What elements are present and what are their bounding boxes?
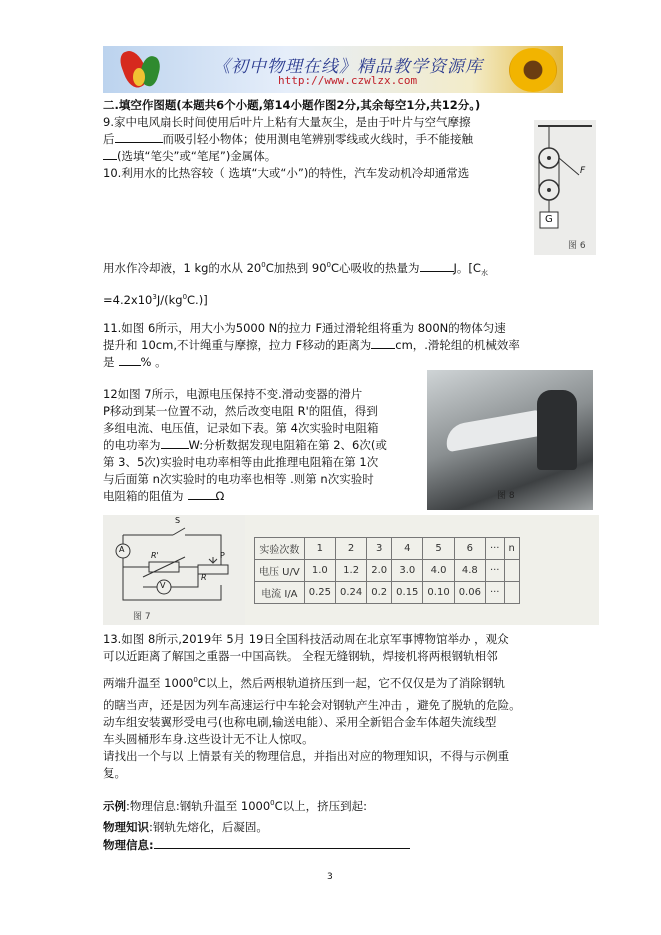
table-cell: n xyxy=(504,538,519,560)
knowledge-text: :钢轨先熔化，后凝固。 xyxy=(149,820,268,834)
q13-line1: 13.如图 8所示,2019年 5月 19日全国科技活动周在北京军事博物馆举办 ，观众 xyxy=(103,632,509,646)
banner-title: 《初中物理在线》精品教学资源库 xyxy=(213,57,483,77)
q13-answer-line[interactable] xyxy=(154,848,410,849)
q13-knowledge xyxy=(103,820,268,835)
degree-sup: 0 xyxy=(182,293,188,301)
q10-text: 用水作冷却液，1 kg的水从 20 xyxy=(103,260,262,275)
q12-blank-resistance[interactable] xyxy=(188,499,216,500)
logo-dot-icon xyxy=(133,68,145,86)
degree-sup: 0 xyxy=(326,261,331,269)
table-row-current xyxy=(255,582,520,604)
q11-text: 提升和 10cm,不计绳重与摩擦，拉力 F移动的距离为 xyxy=(103,338,372,352)
data-table-panel xyxy=(245,515,599,625)
table-cell xyxy=(504,582,519,604)
example-text: :物理信息:钢轨升温至 1000 xyxy=(126,798,271,813)
q12-line5: 第 3、5次)实验时电功率相等由此推理电阻箱在第 1次 xyxy=(103,455,379,469)
fig6-G-label: G xyxy=(545,214,553,225)
experiment-table xyxy=(254,537,520,604)
q12-line2: P移动到某一位置不动，然后改变电阻 R'的阻值，得到 xyxy=(103,404,378,418)
q11-blank-distance[interactable] xyxy=(371,348,395,349)
q12-text: 电阻箱的阻值为 xyxy=(103,489,184,503)
q9-blank-1[interactable] xyxy=(115,142,163,143)
train-model-icon xyxy=(443,410,542,452)
table-cell: 0.2 xyxy=(367,582,392,604)
table-cell: 2.0 xyxy=(367,560,392,582)
example-text: C以上，挤压到起: xyxy=(274,798,368,813)
exponent-sup: 3 xyxy=(152,293,157,301)
q12-line1: 12如图 7所示，电源电压保持不变.滑动变器的滑片 xyxy=(103,387,363,401)
q13-line2: 可以近距离了解国之重器一中国高铁。 全程无缝钢轨，焊接机将两根钢轨相邻 xyxy=(103,649,498,663)
table-cell: 0.06 xyxy=(454,582,485,604)
table-cell: 5 xyxy=(423,538,454,560)
banner-url: http://www.czwlzx.com xyxy=(278,74,418,87)
q9-line1: 9.家中电风扇长时间使用后叶片上粘有大量灰尘，是由于叶片与空气摩擦 xyxy=(103,115,471,129)
q10-text: C.)] xyxy=(187,292,208,307)
q9-line2 xyxy=(103,132,473,147)
q10-line1: 10.利用水的比热容较（ 选填“大或“小”)的特性，汽车发动机冷却通常选 xyxy=(103,166,470,180)
table-cell: ··· xyxy=(485,582,504,604)
example-label: 示例 xyxy=(103,798,126,813)
table-cell: 1.0 xyxy=(304,560,335,582)
table-cell: 3 xyxy=(367,538,392,560)
sunflower-icon xyxy=(509,48,557,92)
slider-P-label: P xyxy=(220,551,225,560)
table-cell: 1 xyxy=(304,538,335,560)
q11-text: % 。 xyxy=(140,355,167,369)
table-cell: 0.15 xyxy=(392,582,423,604)
table-cell: 1.2 xyxy=(335,560,366,582)
q13-line8: 复。 xyxy=(103,766,126,780)
table-cell: 0.24 xyxy=(335,582,366,604)
q12-text: W:分析数据发现电阻箱在第 2、6次(或 xyxy=(188,438,387,452)
resistor-box-label: R' xyxy=(151,551,159,560)
q11-blank-efficiency[interactable] xyxy=(119,365,141,366)
q13-line4: 的瞎当声，还是因为列车高速运行中车轮会对钢轨产生冲击 ，避免了脱轨的危险。 xyxy=(103,698,521,712)
table-cell xyxy=(504,560,519,582)
q13-line7: 请找出一个与以 上情景有关的物理信息，并指出对应的物理知识，不得与示例重 xyxy=(103,749,510,763)
fig6-F-label: F xyxy=(580,166,586,176)
figure-7-circuit xyxy=(103,515,245,625)
q12-line6: 与后面第 n次实验时的电功率也相等 .则第 n次实验时 xyxy=(103,472,374,486)
q10-text: C心吸收的热量为 xyxy=(331,260,420,275)
q11-line3 xyxy=(103,355,167,370)
q13-text: C以上，然后两根轨道挤压到一起，它不仅仅是为了消除钢轨 xyxy=(197,675,505,690)
table-cell: 电压 U/V xyxy=(255,560,305,582)
knowledge-label: 物理知识 xyxy=(103,820,149,834)
q11-text: 是 xyxy=(103,355,115,369)
table-cell: 2 xyxy=(335,538,366,560)
q11-text: cm，.滑轮组的机械效率 xyxy=(395,338,520,352)
q9-text: 而吸引轻小物体；使用测电笔辨别零线或火线时，手不能接触 xyxy=(162,132,473,146)
q13-line5: 动车组安装翼形受电弓(也称电刷,输送电能）、采用全新铝合金车体超失流线型 xyxy=(103,715,497,729)
table-cell: 4.0 xyxy=(423,560,454,582)
section-header: 二.填空作图题(本题共6个小题,第14小题作图2分,其余每空1分,共12分。) xyxy=(103,98,481,112)
q12-line4 xyxy=(103,438,387,453)
figure-8-photo xyxy=(427,370,593,510)
table-cell: 3.0 xyxy=(392,560,423,582)
rheostat-R-label: R xyxy=(201,573,207,582)
table-cell: 0.25 xyxy=(304,582,335,604)
fig8-caption: 图 8 xyxy=(497,491,515,501)
table-cell: 4.8 xyxy=(454,560,485,582)
degree-sup: 0 xyxy=(270,799,275,807)
switch-label: S xyxy=(175,516,181,525)
visitors-silhouette xyxy=(537,390,577,470)
q12-text: 的电功率为 xyxy=(103,438,161,452)
header-banner xyxy=(103,46,563,93)
table-cell: 4 xyxy=(392,538,423,560)
q9-blank-2[interactable] xyxy=(103,159,117,160)
table-cell: 6 xyxy=(454,538,485,560)
degree-sup: 0 xyxy=(261,261,266,269)
q13-example xyxy=(103,796,367,814)
table-row-voltage xyxy=(255,560,520,582)
q13-line3 xyxy=(103,673,505,691)
q10-text: J/(kg xyxy=(156,292,183,307)
page-number: 3 xyxy=(327,872,333,882)
q13-line6: 车头圆桶形车身.这些设计无不让人惊叹。 xyxy=(103,732,314,746)
q10-line3 xyxy=(103,290,208,308)
q12-line3: 多组电流、电压值，记录如下表。第 4次实验时电阻箱 xyxy=(103,421,379,435)
table-row-header xyxy=(255,538,520,560)
table-cell: 实验次数 xyxy=(255,538,305,560)
q11-line1: 11.如图 6所示，用大小为5000 N的拉力 F通过滑轮组将重为 800N的物体匀速 xyxy=(103,321,506,335)
q9-text: 后 xyxy=(103,132,115,146)
circuit-diagram xyxy=(103,515,245,625)
q10-text: J。[C xyxy=(453,260,481,275)
table-cell: ··· xyxy=(485,560,504,582)
voltmeter-label: V xyxy=(160,581,166,590)
water-sub: 水 xyxy=(480,269,488,278)
q11-line2 xyxy=(103,338,520,353)
q9-text: (选填“笔尖”或“笔尾”)金属体。 xyxy=(117,149,277,163)
q10-blank-heat[interactable] xyxy=(420,271,454,272)
fig7-caption: 图 7 xyxy=(133,612,151,622)
q12-blank-power[interactable] xyxy=(161,448,189,449)
ammeter-label: A xyxy=(119,545,125,554)
table-cell: 0.10 xyxy=(423,582,454,604)
q9-line3 xyxy=(103,149,276,164)
table-cell: 电流 I/A xyxy=(255,582,305,604)
table-cell: ··· xyxy=(485,538,504,560)
info-label: 物理信息: xyxy=(103,838,154,852)
q12-line7 xyxy=(103,489,224,504)
q10-text: =4.2x10 xyxy=(103,292,153,307)
fig6-caption: 图 6 xyxy=(568,241,586,251)
q12-text: Ω xyxy=(215,489,225,503)
figure-6-pulley xyxy=(534,120,596,255)
degree-sup: 0 xyxy=(193,676,198,684)
pulley-diagram xyxy=(534,120,596,255)
q13-info xyxy=(103,838,410,853)
q13-text: 两端升温至 1000 xyxy=(103,675,194,690)
q10-line2 xyxy=(103,258,488,281)
q10-text: C加热到 90 xyxy=(265,260,327,275)
